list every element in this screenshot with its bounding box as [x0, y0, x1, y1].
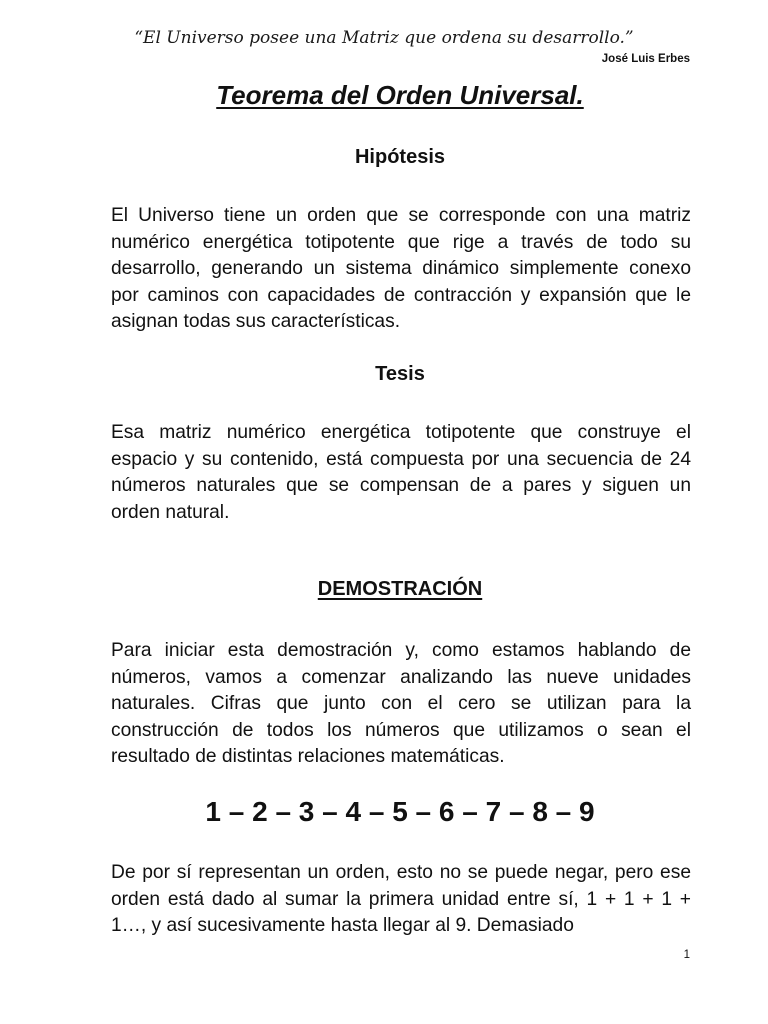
paragraph-demostracion: Para iniciar esta demostración y, como estamos hablando de números, vamos a comenzar analizando las nueve unidades naturales. Cifras que junto con el cero se utilizan para la construcción de todos los números que utilizamos o sean el resultado de distintas relaciones matemáticas. [111, 640, 691, 768]
paragraph-continuation: De por sí representan un orden, esto no se puede negar, pero ese orden está dado al sumar la primera unidad entre sí, 1 + 1 + 1 + 1…, y así sucesivamente hasta llegar al 9. Demasiado [111, 862, 691, 937]
paragraph-hipotesis: El Universo tiene un orden que se corresponde con una matriz numérico energética totipotente que rige a través de todo su desarrollo, generando un sistema dinámico simplemente conexo por caminos con capacidades de contracción y expansión que le asignan todas sus características. [111, 205, 691, 333]
heading-hipotesis: Hipótesis [354, 146, 446, 168]
heading-tesis: Tesis [375, 363, 425, 385]
epigraph [0, 28, 768, 48]
paragraph-tesis: Esa matriz numérico energética totipotente que construye el espacio y su contenido, está compuesta por una secuencia de 24 números naturales que se compensan de a pares y siguen un orden natural. [111, 422, 691, 523]
number-sequence: 1 – 2 – 3 – 4 – 5 – 6 – 7 – 8 – 9 [205, 796, 595, 827]
epigraph-text: “El Universo posee una Matriz que ordena su desarrollo.” [134, 28, 634, 48]
page-number: 1 [683, 949, 690, 961]
heading-demostracion: DEMOSTRACIÓN [317, 578, 483, 600]
author-name: José Luis Erbes [601, 53, 690, 65]
document-title: Teorema del Orden Universal. [216, 80, 584, 110]
